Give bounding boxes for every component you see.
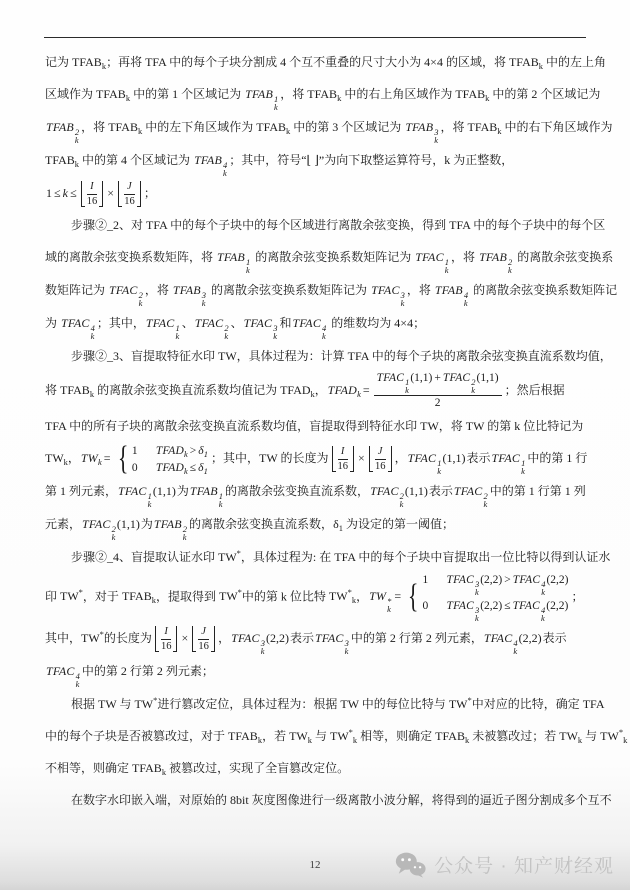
text-run: ， <box>314 382 327 397</box>
math-formula: TFAC 4 k <box>61 316 95 341</box>
math-formula: TFAB 3 k <box>405 120 439 145</box>
text-run: ，将 <box>144 283 172 297</box>
text-line <box>45 752 586 784</box>
math-formula: TFAC 3 k (2,2) <box>231 631 289 656</box>
text-run: 中的第 1 行 <box>527 451 588 465</box>
text-run: $TW^*_k$ <box>600 727 628 745</box>
math-formula: TFAB 2 k <box>46 120 80 145</box>
math-formula: TFAC 3 k <box>243 316 278 341</box>
math-formula: TFAC 2 k <box>194 316 229 341</box>
paragraph <box>45 340 612 542</box>
math-formula: TFAC 2 k <box>453 484 488 509</box>
text-run: $\delta_1$ <box>333 517 343 533</box>
text-run: TW* <box>218 548 241 564</box>
text-run: 被篡改过，实现了全盲篡改定位。 <box>166 761 350 775</box>
math-formula: TFAB 4 k <box>194 153 228 178</box>
text-line <box>45 541 611 573</box>
text-run: 表示 <box>542 631 567 645</box>
text-run: $TFAB_k$ <box>508 55 543 71</box>
text-run: ；其中，符号“⌊ ⌋”为向下取整运算符号，k 为正整数， <box>229 153 514 167</box>
text-run: ，将 <box>451 250 479 264</box>
text-run: 中的第 2 行第 2 列元素， <box>350 631 483 645</box>
math-formula: TFAC 2 k <box>109 283 143 308</box>
text-run: 表示 <box>466 451 491 465</box>
paragraph <box>45 209 618 341</box>
text-run: ；其中，TW 的长度为 <box>211 451 329 465</box>
math-formula: TFAC 1 k (1,1) <box>407 451 466 476</box>
math-formula: $TW_k$ = { 1 $TFAD_k > \delta_1$ 0 $TFAD_k \le \delta_1$ <box>80 439 209 477</box>
paragraph <box>45 541 611 689</box>
text-run: TW* <box>219 587 242 604</box>
text-run: $TFAB_k$ <box>435 729 470 745</box>
text-line <box>45 372 586 410</box>
text-run: 步骤②_3、盲提取特征水印 TW，具体过程为：计算 TFA 中的每个子块的离散余弦变换直流系数均值， <box>71 349 612 363</box>
text-run: $TW^*_k$ <box>328 587 357 606</box>
text-run: 中的第 3 个区域记为 <box>290 120 405 134</box>
text-run: $TFAB_k$ <box>228 729 263 745</box>
text-run: TW* <box>81 629 104 645</box>
text-run: $TFAB_k$ <box>108 120 143 136</box>
text-run: 、 <box>181 316 194 330</box>
text-run: ，若 <box>262 729 290 743</box>
text-run: 为 <box>45 316 61 330</box>
text-run: 的离散余弦变换系数矩阵记为 <box>208 283 371 297</box>
paragraph <box>45 688 628 784</box>
cases-formula: { 1 TFAC 3 k (2,2) > TFAC 4 k (2,2) 0 TFAC 3 k (2,2) ≤ TFAC 4 k (2,2) <box>408 574 569 623</box>
text-line <box>45 410 586 442</box>
text-run: 中的第 1 行第 1 列 <box>489 484 586 498</box>
text-run: 数矩阵记为 <box>45 283 109 297</box>
text-run: 中的第 1 个区域记为 <box>130 87 245 101</box>
text-run: ，将 <box>406 283 434 297</box>
paragraph <box>45 784 612 816</box>
text-run: $TFAB_k$ <box>455 87 490 103</box>
text-line <box>45 508 586 541</box>
math-formula: TFAC 3 k <box>371 283 405 308</box>
text-run: 的离散余弦变换系 <box>514 250 614 264</box>
text-line <box>45 209 606 241</box>
text-run: $TW_k$ <box>559 729 583 745</box>
text-run: 步骤②_4、盲提取认证水印 <box>71 550 219 564</box>
text-line <box>45 622 586 655</box>
text-run: ，将 <box>81 120 109 134</box>
text-run: ， <box>356 589 369 604</box>
text-run: $TFAB_k$ <box>45 153 80 169</box>
text-run: 的离散余弦变换直流系数均值记为 <box>94 382 281 397</box>
text-line <box>45 655 586 688</box>
math-formula: TFAB 3 k <box>172 283 207 308</box>
text-run: $TFAB_k$ <box>60 382 95 399</box>
text-run: ；再将 TFA 中的每个子块分割成 4 个互不重叠的尺寸大小为 4×4 的区域，将 <box>106 55 509 69</box>
text-run: $TFAD_k$ <box>280 382 315 399</box>
math-formula: $TFAD_k$ = TFAC 1 k (1,1) + TFAC 2 k (1,1) 2 <box>328 383 504 397</box>
text-run: TW* <box>448 695 472 711</box>
text-run: 和 <box>279 316 292 330</box>
text-run: ；然后根据 <box>504 382 565 397</box>
text-run: 相等，则确定 <box>357 729 436 743</box>
text-line <box>45 241 614 275</box>
text-line <box>45 784 612 816</box>
text-run: 的长度为 <box>103 631 152 645</box>
text-run: ，将 <box>280 87 308 101</box>
text-line <box>45 688 605 720</box>
text-run: 为 <box>140 517 153 531</box>
text-run: TW* <box>60 587 83 604</box>
text-run: 进行篡改定位，具体过程为：根据 TW 中的每位比特与 <box>157 697 449 711</box>
text-run: 的离散余弦变换系数矩阵记 <box>470 283 618 297</box>
math-formula: TFAC 1 k <box>415 250 450 275</box>
text-run: 中的右上角区域作为 <box>341 87 456 101</box>
text-run: 记为 <box>45 55 73 69</box>
cases-formula: { 1 $TFAD_k > \delta_1$ 0 $TFAD_k \le \delta_1$ <box>117 439 209 477</box>
math-formula: $\frac{I}{16}$ × $\frac{J}{16}$ <box>153 631 217 645</box>
text-run: 的离散余弦变换直流系数， <box>225 484 370 498</box>
math-formula: TFAB 1 k <box>189 484 224 509</box>
text-run: 第 1 列元素， <box>45 484 118 498</box>
text-run: $TFAB_k$ <box>121 589 156 606</box>
text-run: 为设定的第一阈值； <box>342 517 454 531</box>
text-run: 元素， <box>45 517 82 531</box>
wechat-icon <box>395 852 426 878</box>
math-formula: 1 ≤ k ≤ $\frac{I}{16}$ × $\frac{J}{16}$ <box>46 186 143 200</box>
text-line <box>45 177 586 209</box>
text-run: 中的左下角区域作为 <box>142 120 257 134</box>
math-formula: TFAC 2 k (1,1) <box>82 517 140 542</box>
text-run: 的维数均为 4×4； <box>328 316 426 330</box>
text-run: 中的左上角 <box>543 55 607 69</box>
page-number: 12 <box>309 859 321 871</box>
math-formula: TFAC 1 k <box>491 451 526 476</box>
text-run: 中的第 k 位比特 <box>241 589 329 604</box>
text-run: ； <box>143 186 156 200</box>
top-rule <box>44 37 586 38</box>
text-run: 、 <box>230 316 243 330</box>
text-run: 区域作为 <box>45 87 97 101</box>
text-line <box>45 46 607 78</box>
math-formula: TFAC 1 k (1,1) <box>118 484 176 509</box>
text-line <box>45 439 588 477</box>
text-run: 域的离散余弦变换系数矩阵，将 <box>45 250 217 264</box>
text-run: $TW_k$ <box>45 451 68 467</box>
text-run: 未被篡改过；若 <box>469 729 560 743</box>
text-run: $TFAB_k$ <box>467 120 502 136</box>
text-run: 不相等，则确定 <box>45 761 133 775</box>
text-run: 表示 <box>289 631 314 645</box>
text-line <box>45 307 586 340</box>
math-formula: TW * k = { 1 TFAC 3 k (2,2) > TFAC 4 k (2,2) 0 TFAC 3 k (2,2) ≤ TFAC 4 k (2,2) <box>369 574 569 623</box>
text-run: 表示 <box>428 484 453 498</box>
text-line <box>45 573 586 622</box>
text-line <box>45 720 628 752</box>
math-formula: TFAB 2 k <box>153 517 188 542</box>
text-run: 为 <box>176 484 189 498</box>
math-formula: TFAB 1 k <box>245 87 279 112</box>
text-run: $TW^*_k$ <box>330 727 358 745</box>
math-formula: TFAB 2 k <box>479 250 513 275</box>
text-run: TW* <box>134 695 158 711</box>
text-run: $TFAB_k$ <box>132 761 167 777</box>
text-run: 中的第 4 个区域记为 <box>79 153 194 167</box>
math-formula: TFAC 4 k (2,2) <box>483 631 542 656</box>
text-run: ，对于 <box>82 589 122 604</box>
text-run: 中的第 2 个区域记为 <box>489 87 601 101</box>
text-run: 将 <box>45 382 61 397</box>
text-line <box>45 111 613 145</box>
text-run: ， <box>394 451 407 465</box>
text-run: ；其中， <box>96 316 145 330</box>
footer-badge <box>395 851 614 878</box>
math-formula: TFAB 4 k <box>434 283 469 308</box>
document-body <box>45 46 628 816</box>
paragraph <box>45 46 613 209</box>
text-run: 与 <box>582 729 601 743</box>
text-line <box>45 340 612 372</box>
text-run: 中的右下角区域作为 <box>501 120 613 134</box>
text-run: 与 <box>311 729 330 743</box>
math-formula: TFAC 4 k <box>292 316 327 341</box>
text-run: 的离散余弦变换系数矩阵记为 <box>252 250 415 264</box>
text-run: $TFAB_k$ <box>256 120 291 136</box>
math-formula: TFAB 1 k <box>217 250 251 275</box>
text-run: ， <box>67 451 80 465</box>
text-run: ，提取得到 <box>155 589 219 604</box>
text-run: $TW_k$ <box>289 729 312 745</box>
text-run: 根据 TW 与 <box>71 697 135 711</box>
math-formula: TFAC 1 k <box>145 316 180 341</box>
text-run: TFA 中的所有子块的离散余弦变换直流系数均值，盲提取得到特征水印 TW，将 TW 的第 k 位比特记为 <box>45 419 584 433</box>
text-run: ，将 <box>440 120 468 134</box>
text-line <box>45 78 601 112</box>
text-run: 在数字水印嵌入端，对原始的 8bit 灰度图像进行一级离散小波分解，将得到的逼近子图分割成多个互不 <box>71 793 612 807</box>
math-formula: TFAC 2 k (1,1) <box>370 484 428 509</box>
text-run: 中的每个子块是否被篡改过，对于 <box>45 729 229 743</box>
text-line <box>45 144 586 177</box>
math-formula: $\frac{I}{16}$ × $\frac{J}{16}$ <box>330 451 394 465</box>
text-run: 中的第 2 行第 2 列元素； <box>81 664 214 678</box>
math-formula: TFAC 3 k <box>314 631 349 656</box>
text-line <box>45 475 586 508</box>
text-run: 步骤②_2、对 TFA 中的每个子块中的每个区域进行离散余弦变换，得到 TFA 中的每个子块中的每个区 <box>71 218 606 232</box>
text-run: ， <box>218 631 231 645</box>
math-formula: TFAC 4 k <box>46 664 80 689</box>
text-run: $TFAB_k$ <box>307 87 342 103</box>
footer-badge-label: 公众号 · 知产财经观 <box>434 856 614 877</box>
text-run: ； <box>571 589 584 604</box>
text-run: ，具体过程为: 在 TFA 中的每个子块中盲提取出一位比特以得到认证水 <box>240 550 611 564</box>
text-run: 的离散余弦变换直流系数， <box>189 517 334 531</box>
text-run: 中对应的比特，确定 TFA <box>471 697 605 711</box>
text-run: $TFAB_k$ <box>72 55 107 71</box>
text-run: 印 <box>45 589 61 604</box>
text-run: 其中， <box>45 631 82 645</box>
text-run: $TFAB_k$ <box>96 87 131 103</box>
text-line <box>45 274 618 308</box>
